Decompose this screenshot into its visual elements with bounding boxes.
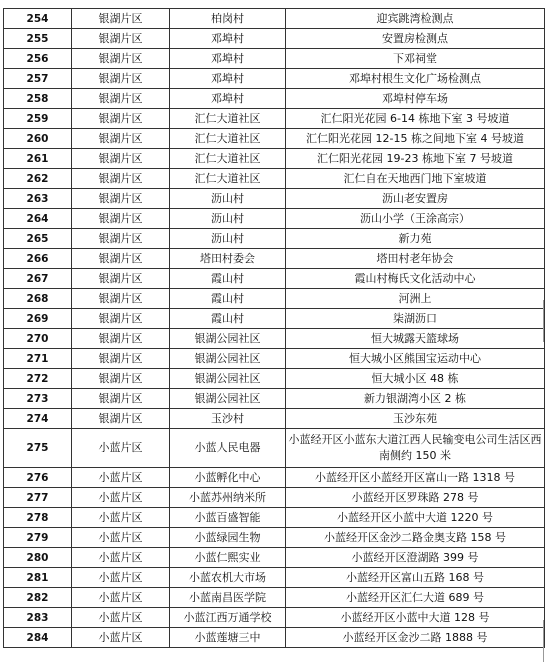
table-row xyxy=(4,409,545,429)
row-number: 266 xyxy=(4,249,72,269)
unit-cell: 邓埠村 xyxy=(170,29,286,49)
page-edge-marker xyxy=(543,620,550,662)
area-cell: 银湖片区 xyxy=(72,249,170,269)
table-row xyxy=(4,369,545,389)
table-row xyxy=(4,289,545,309)
area-cell: 银湖片区 xyxy=(72,9,170,29)
row-number: 259 xyxy=(4,109,72,129)
unit-cell: 塔田村委会 xyxy=(170,249,286,269)
table-row xyxy=(4,528,545,548)
row-number: 265 xyxy=(4,229,72,249)
row-number: 267 xyxy=(4,269,72,289)
row-number: 262 xyxy=(4,169,72,189)
area-cell: 银湖片区 xyxy=(72,369,170,389)
site-cell: 新力银湖湾小区 2 栋 xyxy=(286,389,545,409)
area-cell: 银湖片区 xyxy=(72,49,170,69)
site-cell: 邓埠村停车场 xyxy=(286,89,545,109)
unit-cell: 小蓝百盛智能 xyxy=(170,508,286,528)
row-number: 263 xyxy=(4,189,72,209)
row-number: 280 xyxy=(4,548,72,568)
test-sites-table xyxy=(3,8,545,648)
table-row xyxy=(4,109,545,129)
area-cell: 小蓝片区 xyxy=(72,588,170,608)
area-cell: 小蓝片区 xyxy=(72,429,170,468)
row-number: 278 xyxy=(4,508,72,528)
site-cell: 沥山小学（王涂高宗） xyxy=(286,209,545,229)
row-number: 261 xyxy=(4,149,72,169)
unit-cell: 柏岗村 xyxy=(170,9,286,29)
table-row xyxy=(4,588,545,608)
table-row xyxy=(4,69,545,89)
row-number: 271 xyxy=(4,349,72,369)
unit-cell: 小蓝仁熙实业 xyxy=(170,548,286,568)
table-row xyxy=(4,349,545,369)
site-cell: 小蓝经开区小蓝东大道江西人民输变电公司生活区西南侧约 150 米 xyxy=(286,429,545,468)
unit-cell: 汇仁大道社区 xyxy=(170,129,286,149)
area-cell: 小蓝片区 xyxy=(72,548,170,568)
unit-cell: 汇仁大道社区 xyxy=(170,169,286,189)
row-number: 274 xyxy=(4,409,72,429)
area-cell: 银湖片区 xyxy=(72,349,170,369)
table-row xyxy=(4,488,545,508)
area-cell: 小蓝片区 xyxy=(72,488,170,508)
table-row xyxy=(4,169,545,189)
site-cell: 小蓝经开区澄湖路 399 号 xyxy=(286,548,545,568)
row-number: 255 xyxy=(4,29,72,49)
unit-cell: 小蓝苏州纳米所 xyxy=(170,488,286,508)
table-row xyxy=(4,129,545,149)
area-cell: 小蓝片区 xyxy=(72,508,170,528)
area-cell: 小蓝片区 xyxy=(72,628,170,648)
row-number: 269 xyxy=(4,309,72,329)
area-cell: 银湖片区 xyxy=(72,109,170,129)
table-row xyxy=(4,548,545,568)
site-cell: 小蓝经开区金沙二路金奥支路 158 号 xyxy=(286,528,545,548)
table-row xyxy=(4,149,545,169)
area-cell: 银湖片区 xyxy=(72,89,170,109)
area-cell: 银湖片区 xyxy=(72,229,170,249)
site-cell: 小蓝经开区小蓝中大道 128 号 xyxy=(286,608,545,628)
unit-cell: 银湖公园社区 xyxy=(170,349,286,369)
area-cell: 银湖片区 xyxy=(72,69,170,89)
area-cell: 银湖片区 xyxy=(72,409,170,429)
unit-cell: 小蓝农机大市场 xyxy=(170,568,286,588)
row-number: 277 xyxy=(4,488,72,508)
unit-cell: 霞山村 xyxy=(170,289,286,309)
table-row xyxy=(4,508,545,528)
site-cell: 恒大城小区 48 栋 xyxy=(286,369,545,389)
site-cell: 汇仁阳光花园 6-14 栋地下室 3 号坡道 xyxy=(286,109,545,129)
row-number: 276 xyxy=(4,468,72,488)
site-cell: 恒大城小区熊国宝运动中心 xyxy=(286,349,545,369)
site-cell: 河洲上 xyxy=(286,289,545,309)
unit-cell: 邓埠村 xyxy=(170,49,286,69)
site-cell: 邓埠村根生文化广场检测点 xyxy=(286,69,545,89)
site-cell: 小蓝经开区罗珠路 278 号 xyxy=(286,488,545,508)
area-cell: 银湖片区 xyxy=(72,309,170,329)
unit-cell: 银湖公园社区 xyxy=(170,329,286,349)
area-cell: 小蓝片区 xyxy=(72,468,170,488)
table-row xyxy=(4,49,545,69)
unit-cell: 小蓝人民电器 xyxy=(170,429,286,468)
site-cell: 汇仁自在天地西门地下室坡道 xyxy=(286,169,545,189)
table-row xyxy=(4,568,545,588)
site-cell: 安置房检测点 xyxy=(286,29,545,49)
row-number: 254 xyxy=(4,9,72,29)
table-row xyxy=(4,229,545,249)
area-cell: 银湖片区 xyxy=(72,389,170,409)
unit-cell: 汇仁大道社区 xyxy=(170,109,286,129)
site-cell: 小蓝经开区小蓝经开区富山一路 1318 号 xyxy=(286,468,545,488)
site-cell: 新力苑 xyxy=(286,229,545,249)
site-cell: 塔田村老年协会 xyxy=(286,249,545,269)
table-row xyxy=(4,249,545,269)
row-number: 275 xyxy=(4,429,72,468)
unit-cell: 银湖公园社区 xyxy=(170,389,286,409)
unit-cell: 沥山村 xyxy=(170,189,286,209)
area-cell: 银湖片区 xyxy=(72,209,170,229)
row-number: 282 xyxy=(4,588,72,608)
row-number: 284 xyxy=(4,628,72,648)
site-cell: 恒大城露天篮球场 xyxy=(286,329,545,349)
site-cell: 迎宾跳湾检测点 xyxy=(286,9,545,29)
table-row xyxy=(4,608,545,628)
site-cell: 沥山老安置房 xyxy=(286,189,545,209)
unit-cell: 小蓝南昌医学院 xyxy=(170,588,286,608)
table-row xyxy=(4,628,545,648)
page-edge-marker xyxy=(543,300,550,342)
unit-cell: 小蓝孵化中心 xyxy=(170,468,286,488)
row-number: 283 xyxy=(4,608,72,628)
area-cell: 银湖片区 xyxy=(72,269,170,289)
area-cell: 小蓝片区 xyxy=(72,528,170,548)
unit-cell: 霞山村 xyxy=(170,269,286,289)
table-row xyxy=(4,389,545,409)
unit-cell: 沥山村 xyxy=(170,209,286,229)
site-cell: 下邓祠堂 xyxy=(286,49,545,69)
row-number: 258 xyxy=(4,89,72,109)
row-number: 270 xyxy=(4,329,72,349)
site-cell: 小蓝经开区金沙二路 1888 号 xyxy=(286,628,545,648)
row-number: 272 xyxy=(4,369,72,389)
unit-cell: 小蓝江西万通学校 xyxy=(170,608,286,628)
area-cell: 银湖片区 xyxy=(72,189,170,209)
unit-cell: 邓埠村 xyxy=(170,69,286,89)
row-number: 268 xyxy=(4,289,72,309)
table-row xyxy=(4,468,545,488)
site-cell: 霞山村梅氏文化活动中心 xyxy=(286,269,545,289)
area-cell: 银湖片区 xyxy=(72,29,170,49)
area-cell: 银湖片区 xyxy=(72,289,170,309)
site-cell: 柒湖沥口 xyxy=(286,309,545,329)
table-row xyxy=(4,29,545,49)
row-number: 281 xyxy=(4,568,72,588)
area-cell: 小蓝片区 xyxy=(72,568,170,588)
table-row xyxy=(4,429,545,468)
table-body xyxy=(4,9,545,648)
table-row xyxy=(4,269,545,289)
site-cell: 小蓝经开区汇仁大道 689 号 xyxy=(286,588,545,608)
area-cell: 小蓝片区 xyxy=(72,608,170,628)
table-row xyxy=(4,309,545,329)
site-cell: 汇仁阳光花园 19-23 栋地下室 7 号坡道 xyxy=(286,149,545,169)
unit-cell: 霞山村 xyxy=(170,309,286,329)
area-cell: 银湖片区 xyxy=(72,169,170,189)
row-number: 260 xyxy=(4,129,72,149)
unit-cell: 沥山村 xyxy=(170,229,286,249)
unit-cell: 小蓝莲塘三中 xyxy=(170,628,286,648)
area-cell: 银湖片区 xyxy=(72,129,170,149)
table-row xyxy=(4,189,545,209)
table-row xyxy=(4,209,545,229)
row-number: 256 xyxy=(4,49,72,69)
unit-cell: 汇仁大道社区 xyxy=(170,149,286,169)
table-row xyxy=(4,9,545,29)
site-cell: 小蓝经开区小蓝中大道 1220 号 xyxy=(286,508,545,528)
site-cell: 玉沙东苑 xyxy=(286,409,545,429)
row-number: 257 xyxy=(4,69,72,89)
area-cell: 银湖片区 xyxy=(72,149,170,169)
unit-cell: 邓埠村 xyxy=(170,89,286,109)
row-number: 279 xyxy=(4,528,72,548)
unit-cell: 银湖公园社区 xyxy=(170,369,286,389)
site-cell: 小蓝经开区富山五路 168 号 xyxy=(286,568,545,588)
unit-cell: 小蓝绿园生物 xyxy=(170,528,286,548)
row-number: 264 xyxy=(4,209,72,229)
unit-cell: 玉沙村 xyxy=(170,409,286,429)
table-row xyxy=(4,89,545,109)
site-cell: 汇仁阳光花园 12-15 栋之间地下室 4 号坡道 xyxy=(286,129,545,149)
table-row xyxy=(4,329,545,349)
area-cell: 银湖片区 xyxy=(72,329,170,349)
row-number: 273 xyxy=(4,389,72,409)
